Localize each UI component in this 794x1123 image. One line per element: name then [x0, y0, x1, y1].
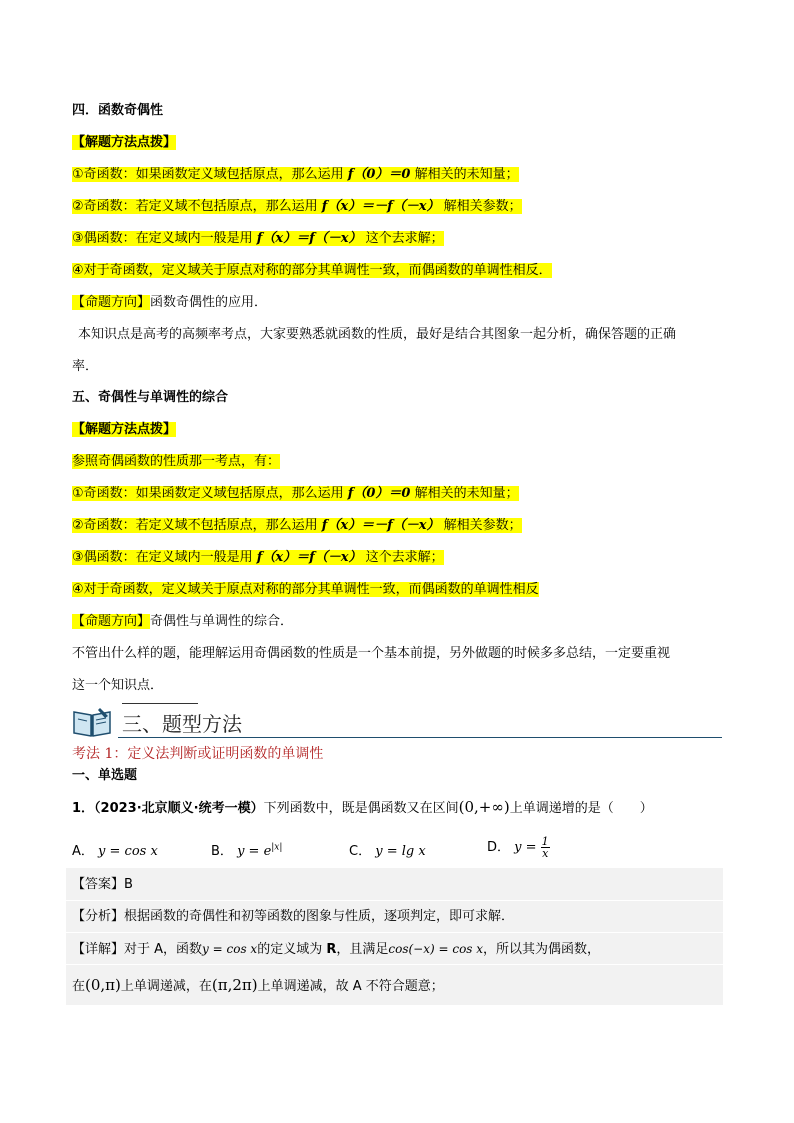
- question-stem: 1．（2023·北京顺义·统考一模）下列函数中，既是偶函数又在区间(0,+∞)上单调递增的是（ ）: [72, 798, 653, 816]
- section4-tip-label: 【解题方法点拨】: [72, 135, 177, 150]
- option-a[interactable]: A． y = cos x: [72, 844, 158, 859]
- section4-title: 四．函数奇偶性: [72, 103, 164, 118]
- answer-value: B: [124, 877, 133, 892]
- section-header-title: 三、题型方法: [122, 712, 242, 736]
- question-type-label: 一、单选题: [72, 768, 138, 783]
- header-divider: [118, 737, 722, 738]
- section4-paragraph-line1: 本知识点是高考的高频率考点，大家要熟悉就函数的性质，最好是结合其图象一起分析，确保答题的正确: [78, 327, 677, 342]
- analysis-line: 【分析】根据函数的奇偶性和初等函数的图象与性质，逐项判定，即可求解．: [72, 909, 515, 924]
- method-title: 考法 1：定义法判断或证明函数的单调性: [72, 746, 324, 762]
- section5-intro: 参照奇偶函数的性质那一考点，有：: [72, 454, 281, 469]
- section5-title: 五、奇偶性与单调性的综合: [72, 390, 229, 405]
- answer-line: 【答案】B: [72, 877, 133, 892]
- section4-direction: 【命题方向】函数奇偶性的应用．: [72, 295, 268, 310]
- section5-item-3: ③偶函数：在定义域内一般是用 f（x）＝f（－x） 这个去求解；: [72, 550, 444, 565]
- section5-tip-label: 【解题方法点拨】: [72, 422, 177, 437]
- detail-line-1: 【详解】对于 A，函数y = cos x的定义域为 R，且满足cos(−x) = cos x，所以其为偶函数，: [72, 942, 601, 957]
- interval-expression: (0,+∞): [458, 798, 510, 816]
- section4-item-1: ①奇函数：如果函数定义域包括原点，那么运用 f（0）＝0 解相关的未知量；: [72, 167, 519, 182]
- header-top-rule: [122, 703, 198, 704]
- section4-item-2: ②奇函数：若定义域不包括原点，那么运用 f（x）＝－f（－x） 解相关参数；: [72, 199, 522, 214]
- section5-item-2: ②奇函数：若定义域不包括原点，那么运用 f（x）＝－f（－x） 解相关参数；: [72, 518, 522, 533]
- option-d[interactable]: D． y = $\frac{1}{x}$: [487, 835, 549, 860]
- section5-direction: 【命题方向】奇偶性与单调性的综合．: [72, 614, 294, 629]
- book-icon: [72, 706, 112, 738]
- detail-line-2: 在(0,π)上单调递减，在(π,2π)上单调递减，故 A 不符合题意；: [72, 976, 444, 994]
- section5-item-4: ④对于奇函数，定义域关于原点对称的部分其单调性一致，而偶函数的单调性相反: [72, 582, 539, 597]
- section5-paragraph-line2: 这一个知识点．: [72, 678, 164, 693]
- section4-item-3: ③偶函数：在定义域内一般是用 f（x）＝f（－x） 这个去求解；: [72, 231, 444, 246]
- option-b[interactable]: B． $y = e^{|x|}$: [211, 842, 283, 859]
- option-c[interactable]: C． y = lg x: [349, 844, 426, 859]
- fraction-one-over-x: $\frac{1}{x}$: [541, 835, 549, 860]
- section5-paragraph-line1: 不管出什么样的题，能理解运用奇偶函数的性质是一个基本前提，另外做题的时候多多总结，一定要重视: [72, 646, 671, 661]
- section4-paragraph-line2: 率．: [72, 359, 99, 374]
- section5-item-1: ①奇函数：如果函数定义域包括原点，那么运用 f（0）＝0 解相关的未知量；: [72, 486, 519, 501]
- section4-item-4: ④对于奇函数，定义域关于原点对称的部分其单调性一致，而偶函数的单调性相反．: [72, 263, 552, 278]
